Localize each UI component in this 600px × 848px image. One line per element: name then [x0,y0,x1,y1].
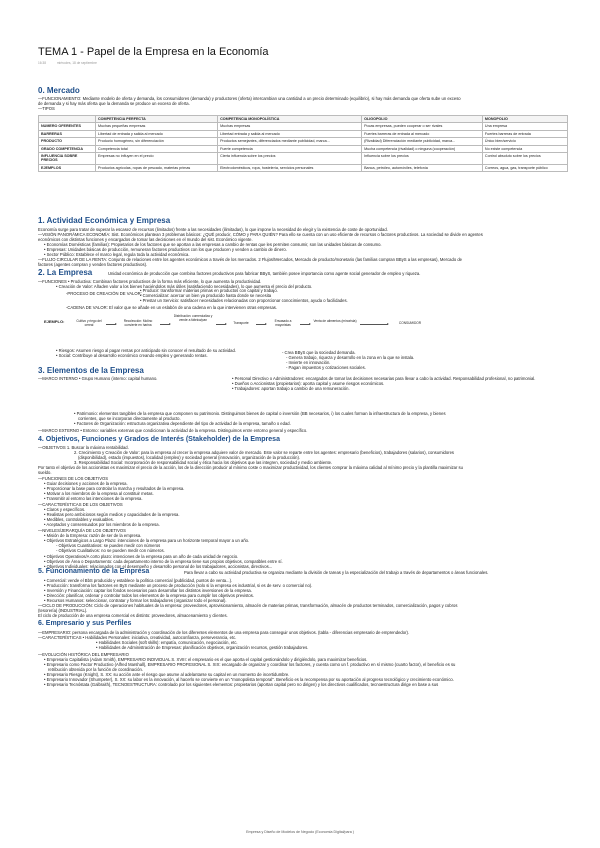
list-item: • Dirección: planificar, ordenar y controlar todos los elementos de la empresa para cumplir los objetivos previstos. [44,593,255,598]
flow-step: Distribución: comercializa y vende a fábrica/pan [173,314,213,322]
market-types-table [38,115,568,172]
list-item: • Creación de Valor: Añaden valor a los bienes haciéndolos más útiles (satisfaciendo necesidades), lo que aumenta el precio del producto. [56,284,313,289]
text-line: 3. Responsabilidad Social: Incorporación de responsabilidad social y ética hacia los objetivos que las integren, sociedad y medio ambiente. [74,460,333,465]
page-footer: Empresa y Diseño de Modelos de Negocio (Economía Digital/para ) [246,830,354,834]
list-item: • Dueños o Accionistas (propietarios): aporta capital y asume riesgos económicos. [232,381,385,386]
list-item: • Sector Público: Establece el marco legal, regula toda la actividad económica. [44,252,190,257]
list-item: • Comercializar: acercar un bien ya producido hasta donde se necesita [140,293,272,298]
list-item: • Objetivos Estratégicos a Largo Plazo: intenciones de la empresa para un horizonte temporal mayor a un año. [44,538,250,543]
section-heading-empresa: 2. La Empresa [38,268,93,277]
table-cell: Libertad de entrada y salida al mercado [96,130,218,137]
text-line: El ciclo de producción de una empresa comercial es distinto: proveedores, almacenamiento y clientes. [38,613,228,618]
list-item: • Empresario Capitalista (Adam Smith), EMPRESARIO INDIVIDUAL S. XVIII: el empresario es el que aporta el capital gestionándolo y dirigiéndolo, para maximizar beneficios. [44,657,368,662]
list-item: • Aceptados y consensuados por los miembros de la empresa. [44,522,160,527]
table-cell: Influencia sobre los precios [362,153,483,165]
text-line: factores (agentes compran y venden factores productivos). [38,262,148,267]
list-item: - Objetivos Cualitativos: no se pueden medir con números. [56,548,165,553]
table-row [39,153,568,165]
table-cell: Muchas empresas [218,123,362,130]
list-item: • Prestar un Servicio: satisfacer necesidades relacionadas con proporcionar conocimientos, ayuda o facilidades. [140,298,348,303]
flow-arrow [300,324,310,325]
list-item: • Social: Contribuye al desarrollo económico creando empleo y generando rentas. [56,353,208,358]
text-line: Por tanto el objetivo de los accionistas es maximizar el precio de la acción, los de la dirección producir al mínimo coste o maximizar productividad, los clientes comprar la máxima calidad al mínimo precio y la plantilla maximizar su [38,465,463,470]
list-item: • Empresario Innovador (Shumpeter), S. XX: su labor es la innovación, al hacerlo se convierte en un "monopolista temporal". Beneficio es la recompensa por su aportación al progreso tecnológico y crecimiento económico. [44,677,454,682]
table-cell: Correos, agua, gas, transporte público [482,164,567,171]
list-item: • Patrimonio: elementos tangibles de la empresa que componen su patrimonio. Distinguimos bienes de capital o inversión (BB necesarios, i) los cuales forman la infraestructura de la empresa, y bienes [74,411,446,416]
flow-arrow [106,324,116,325]
list-item: • Empresas: Unidades básicas de producción, remuneran factores productivos con los que producen y venden a cambio de dinero. [44,247,287,252]
list-item: - Pagan impuestos y cotizaciones sociales. [286,365,366,370]
flow-arrow [216,324,226,325]
table-header-cell: COMPETENCIA PERFECTA [96,116,218,123]
text-line: corrientes, que se incorporan directamente al producto. [78,416,181,421]
table-row [39,145,568,152]
text-line: —TIPOS [38,106,55,111]
table-cell: Productos agrícolas, ropas de pescado, materias primas [96,164,218,171]
flow-step: Recolección: Molino convierte en harina [123,319,153,327]
text-line: —NIVELES/JERARQUÍA DE LOS OBJETIVOS [38,528,126,533]
row-header-cell: GRADO COMPETENCIA [39,145,96,152]
flow-arrow [160,324,170,325]
flow-arrow [256,324,266,325]
flow-step: Envasado a mayoristas [274,319,292,327]
flow-step: Transporte [233,321,249,325]
row-header-cell: INFLUENCIA SOBRE PRECIOS [39,153,96,165]
list-item: • Empresario Tecnóstata (Galbraith), TECNOESTRUCTURA: controlado por los siguientes elementos: propietarios (aportan capital pero no dirigen) y los directivos cualificados, tecnoestructura dirige en base a sus [44,682,439,687]
page-title: TEMA 1 - Papel de la Empresa en la Economía [38,46,269,58]
text-line: sueldo. [38,470,52,475]
list-item: • Recursos Humanos: seleccionar, contratar y formar los trabajadores (organizar todo el personal). [44,598,227,603]
table-header-cell: COMPETENCIA MONOPOLÍSTICA [218,116,362,123]
list-item: • Factores de Organización: estructura organizativa dependiente del tipo de actividad de la empresa, tamaño o edad. [74,421,291,426]
row-header-cell: PRODUCTO [39,138,96,145]
text-line: (disponibilidad), estado (impuestos), localidad (empleo) y sociedad general (innovación, organización de la producción). [78,455,301,460]
text-line: Economía surge para tratar de superar la escasez de recursos (limitados) frente a las necesidades (ilimitadas), lo que impone la necesidad de elegir y la existencia de coste de oportunidad. [38,227,388,232]
table-header-cell: MONOPOLIO [482,116,567,123]
table-cell: (Rivalidad) Diferenciación mediante publicidad, marca... [362,138,483,145]
section-heading-actividad: 1. Actividad Económica y Empresa [38,216,171,225]
list-item: • Medibles, controlables y evaluables. [44,517,114,522]
list-item: • Inversión y Financiación: captar los fondos necesarios para desarrollar los distintos inversiones de la empresa. [44,588,252,593]
table-cell: Producto homogéneo, sin diferenciación [96,138,218,145]
list-item: - Genera trabajo, riqueza y desarrollo en la zona en la que se instala. [286,355,415,360]
text-line: —CARACTERÍSTICAS DE LOS OBJETIVOS [38,502,123,507]
list-item: • Objetivos Operativos/A corto plazo: intenciones de la empresa para un año de cada unidad de negocio. [44,554,239,559]
list-item: • Proporcionar la base para controlar la marcha y resultados de la empresa. [44,486,185,491]
list-item: • Transmitir al entorno las intenciones de la empresa. [44,496,143,501]
table-cell: Cierta influencia sobre los precios [218,153,362,165]
table-cell: Fuerte competencia [218,145,362,152]
text-line: —OBJETIVOS 1. Buscar la máxima rentabilidad. [38,445,129,450]
list-item: • Economías Domésticas (familias): Propietarios de los factores que se aportan a las empresas a cambio de rentas que les permiten consumir, son las unidades básicas de consumo. [44,242,382,247]
list-item: • Claros y específicos. [44,507,86,512]
text-line: 2. Crecimiento y Creación de Valor: para la empresa al crecer la empresa adquiere valor de mercado. Este valor se reparte entre los agentes: empresario (beneficios), trabajadores (salarios), consumidores [74,450,455,455]
text-line: —EVOLUCIÓN HISTÓRICA DEL EMPRESARIO [38,652,129,657]
table-cell: Una empresa [482,123,567,130]
text-line: —FUNCIONES • Productiva: Combinan factores productivos de la forma más eficiente, lo que aumenta la productividad. [38,279,262,284]
text-line: retribución obtenida por la función de coordinación. [48,667,143,672]
section-heading-funcionamiento: 5. Funcionamiento de la Empresa [38,568,150,575]
table-row [39,138,568,145]
text-line: —MARCO EXTERNO • Entorno: variables externas que condicionan la actividad de la empresa. Distinguimos entre entorno general y específico. [38,428,308,433]
row-header-cell: BARRERAS [39,130,96,137]
text-line: -PROCESO DE CREACIÓN DE VALOR: [66,291,142,296]
text-line: —FLUJO CIRCULAR DE LA RENTA: Conjunto de relaciones entre los agentes económicos a través de los mercados. 2 Flujos/Mercados, Mercado de producto/monetario (las familias compran BByS a las empresas), Mercado de [38,257,462,262]
list-item: • Comercial: vende el BbS producido y establece la política comercial (publicidad, puntos de venta...). [44,578,233,583]
list-item: • Guiar decisiones y acciones de la empresa. [44,481,128,486]
flow-step: Cultivo y riego del cereal [76,319,102,327]
text-line: —EMPRESARIO: persona encargada de la administración y coordinación de los diferentes elementos de una empresa para conseguir unos objetivos. (tabla - diferencias empresario de emprendedor). [38,630,410,635]
list-item: • Habilidades de Administración de Empresas: planificación objetivos, organización recursos, gestión trabajadores. [96,645,309,650]
value-chain-diagram [38,314,578,344]
list-item: • Empresario Riesgo (Knight), S. XX: su acción ante el riesgo que asume al adelantarse su capital en un momento de incertidumbre. [44,672,290,677]
table-row [39,130,568,137]
list-item: - Invierte en innovación. [286,360,331,365]
table-cell: Muchas pequeñas empresas [96,123,218,130]
text-line: —FUNCIONAMIENTO: Mediante modelo de oferta y demanda, los consumidores (demanda) y productores (oferta) intercambian una cantidad a un precio determinado (equilibrio), si hay más demanda que oferta sube un exceso [38,96,461,101]
list-item: - Objetivos Cuantitativos: se pueden medir con números [56,543,161,548]
text-line: —VISIÓN PANORÁMICA ECONOMÍA: Sist. Económicos plantean 3 problemas básicos: ¿QUÉ producir, CÓMO y PARA QUIÉN? Para ello se cuenta con un uso eficiente de recursos o factores productivos. La sociedad se divide en agentes [38,232,483,237]
list-item: • Realistas pero ambiciosos según medios y capacidades de la empresa. [44,512,180,517]
table-cell: Pocas empresas, pueden cooperar o ser rivales [362,123,483,130]
note-time: 16:38 [38,61,46,65]
table-cell: Fuertes barreras de entrada [482,130,567,137]
list-item: • Personal Directivo o Administradores: encargados de tomar las decisiones necesarias para llevar a cabo la actividad. Responsabilidad profesional, no patrimonial. [232,376,536,381]
text-line: —CARACTERÍSTICAS • Habilidades Personales: iniciativa, creatividad, autoconfianza, perseverancia, etc. [38,635,237,640]
flow-label: EJEMPLO: [44,319,65,324]
section-heading-elementos: 3. Elementos de la Empresa [38,366,144,375]
table-cell: Control absoluto sobre los precios [482,153,567,165]
text-line: de demanda y si hay más oferta que la demanda se produce un exceso de oferta. [38,101,190,106]
list-item: • Producir: transformar materias primas en productos con capital y trabajo. [140,288,278,293]
table-cell: Empresas no influyen en el precio [96,153,218,165]
text-line: —FUNCIONES DE LOS OBJETIVOS [38,476,109,481]
flow-step: Venta de alimentos (minorista) [313,319,357,323]
list-item: • Empresario como Factor Productivo (Alfred Marshall), EMPRESARIO PROFESIONAL S. XIX: encargado de organizar y coordinar los factores, y cuenta como un f. productivo en sí mismo (cuarto factor), el beneficio es su [44,662,456,667]
table-cell: No existe competencia [482,145,567,152]
text-line: —MARCO INTERNO • Grupo Humano (interno: capital humano. [38,376,158,381]
text-line: Para llevar a cabo su actividad productiva se organiza mediante la división de tareas y la especialización del trabajo a través de departamentos o áreas funcionales. [184,570,489,575]
note-date: miércoles, 18 de septiembre [56,61,97,65]
text-line: (tesorería) (INDUSTRIAL). [38,608,88,613]
list-item: • Misión de la Empresa: razón de ser de la empresa. [44,533,142,538]
section-heading-empresario: 6. Empresario y sus Perfiles [38,620,132,627]
flow-arrow [360,324,388,325]
row-header-cell: NUMERO OFERENTES [39,123,96,130]
table-cell: Libertad entrada y salida al mercado [218,130,362,137]
text-line: económicos con distintas funciones y encargados de tomar las decisiones en el mundo del sist. Económico vigente. [38,237,253,242]
row-header-cell: EJEMPLOS [39,164,96,171]
text-line: —CICLO DE PRODUCCIÓN: Ciclo de operaciones habituales de la empresa: proveedores, aprovisionamiento, almacén de materias primas, transformación, almacén de productos terminados, comercialización, pagos y cobros [38,603,458,608]
list-item: • Motivar a los miembros de la empresa al constituir metas. [44,491,154,496]
table-row [39,164,568,171]
list-item: • Trabajadores: aportan trabajo a cambio de una remuneración. [232,386,350,391]
list-item: • Riesgos: Asumen riesgo al pagar rentas por anticipado sin conocer el resultado de su actividad. [56,348,237,353]
list-item: • Objetivos de Área o Departamento: cada departamento interno de la empresa tiene sus propios objetivos, compatibles entre sí. [44,559,283,564]
flow-step: CONSUMIDOR [398,321,422,325]
table-cell: Banca, petróleo, automóviles, telefonía [362,164,483,171]
section-heading-objetivos: 4. Objetivos, Funciones y Grados de Interés (Stakeholder) de la Empresa [38,436,280,443]
table-header-cell [39,116,96,123]
table-header-row [39,116,568,123]
table-cell: Fuertes barreras de entrada al mercado [362,130,483,137]
table-cell: Mucha competencia (rivalidad) o ninguna (cooperación) [362,145,483,152]
note-meta [38,61,107,65]
list-item: • Producción: transforma los factores en ByS mediante un proceso de producción (solo si la empresa es industrial, si es de serv. o comercial no). [44,583,313,588]
table-cell: Competencia total [96,145,218,152]
table-cell: Electrodomésticos, ropa, hostelería, servicios personales [218,164,362,171]
list-item: • Habilidades Sociales (soft skills): empatía, comunicación, negociación, etc. [96,640,238,645]
section-heading-mercado: 0. Mercado [38,86,80,95]
table-cell: Único bien/servicio [482,138,567,145]
list-item: • Objetivos Individuales: relacionados con el desempeño y desarrollo personal de los trabajadores, accionistas, directivos... [44,564,273,569]
table-row [39,123,568,130]
table-header-cell: OLIGOPOLIO [362,116,483,123]
text-line: -CADENA DE VALOR: El valor que se añade en un eslabón de una cadena en la que intervienen otras empresas. [66,305,278,310]
list-item: - Crea BByS que la sociedad demanda. [282,350,356,355]
table-cell: Productos semejantes, diferenciados mediante publicidad, marca... [218,138,362,145]
text-line: Unidad económica de producción que combina factores productivos para fabricar BByS, también posee importancia como agente social generador de empleo y riqueza. [108,271,421,276]
